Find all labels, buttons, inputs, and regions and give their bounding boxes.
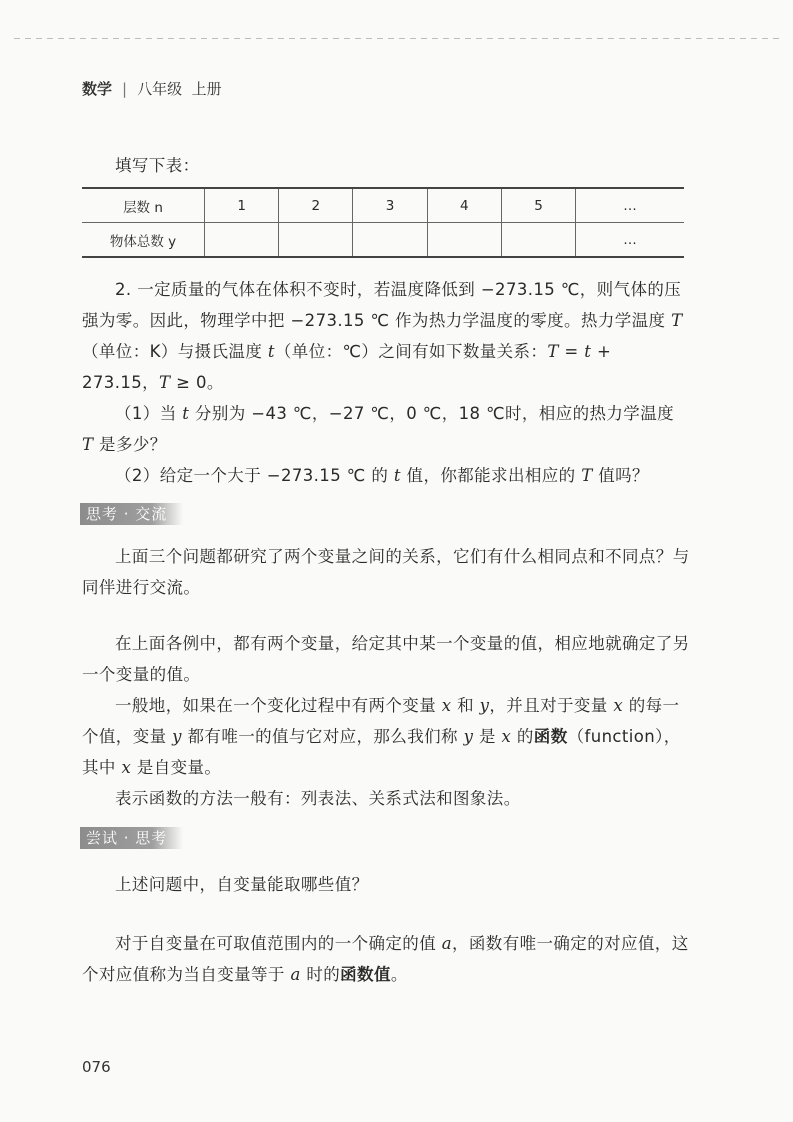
math-variable: T <box>671 311 683 330</box>
text-run: ，并且对于变量 <box>489 696 614 715</box>
problem-2-question-2 <box>82 460 690 491</box>
header-volume: 上册 <box>191 80 222 98</box>
fill-in-table <box>82 187 684 258</box>
math-variable: t <box>393 466 401 485</box>
math-variable: T <box>82 435 94 454</box>
text-run: （function），其中 <box>82 727 681 777</box>
math-variable: y <box>172 727 182 746</box>
math-variable: a <box>290 965 301 984</box>
math-variable: T <box>547 342 559 361</box>
representation-methods: 表示函数的方法一般有：列表法、关系式法和图象法。 <box>115 789 521 808</box>
page-number: 076 <box>82 1058 111 1076</box>
math-variable: y <box>463 727 474 746</box>
math-variable: x <box>613 696 624 715</box>
table-cell-empty <box>205 223 279 258</box>
text-run: 和 <box>451 696 480 715</box>
text-run: （单位：K）与摄氏温度 <box>82 342 268 361</box>
paragraph-two-variables: 在上面各例中，都有两个变量，给定其中某一个变量的值，相应地就确定了另一个变量的值。 <box>82 634 690 684</box>
text-run: 。 <box>390 965 408 984</box>
math-variable: t <box>584 342 592 361</box>
table-cell: 4 <box>427 188 501 223</box>
table-cell-empty <box>427 223 501 258</box>
scan-edge-line <box>14 38 784 39</box>
function-definition <box>82 690 690 783</box>
text-run: （2）给定一个大于 −273.15 ℃ 的 <box>115 466 394 485</box>
think-discuss-text: 上面三个问题都研究了两个变量之间的关系，它们有什么相同点和不同点？与同伴进行交流。 <box>82 547 690 597</box>
text-run: 对于自变量在可取值范围内的一个确定的值 <box>115 934 442 953</box>
text-run: 是 <box>473 727 502 746</box>
text-run: 的每一个值，变量 <box>82 696 680 746</box>
table-cell-empty <box>279 223 353 258</box>
running-header <box>82 78 222 99</box>
text-run: + 273.15， <box>82 342 612 392</box>
header-subject: 数学 <box>82 80 113 98</box>
text-run: ，函数有唯一确定的对应值，这个对应值称为当自变量等于 <box>82 934 689 984</box>
problem-2 <box>82 274 690 398</box>
text-run: 值，你都能求出相应的 <box>400 466 582 485</box>
function-value-definition <box>82 928 690 990</box>
math-variable: x <box>441 696 452 715</box>
math-variable: t <box>267 342 275 361</box>
text-run: 一般地，如果在一个变化过程中有两个变量 <box>115 696 442 715</box>
text-run: 都有唯一的值与它对应，那么我们称 <box>181 727 464 746</box>
keyword-function-value: 函数值 <box>340 965 391 984</box>
text-run: 是多少？ <box>93 435 167 454</box>
try-think-text: 上述问题中，自变量能取哪些值？ <box>115 875 369 894</box>
text-run: 时的 <box>300 965 341 984</box>
header-grade: 八年级 <box>137 80 183 98</box>
math-variable: T <box>159 373 171 392</box>
math-variable: a <box>441 934 452 953</box>
table-cell-empty <box>501 223 575 258</box>
table-row <box>82 223 684 258</box>
table-intro: 填写下表： <box>115 156 200 175</box>
keyword-function: 函数 <box>533 727 568 746</box>
header-separator: | <box>122 80 128 98</box>
text-run: 是自变量。 <box>131 758 222 777</box>
problem-2-question-1 <box>82 398 690 460</box>
text-run: （单位：℃）之间有如下数量关系： <box>274 342 548 361</box>
table-row <box>82 188 684 223</box>
row-label-objects: 物体总数 y <box>82 223 205 258</box>
text-run: = <box>558 342 585 361</box>
table-cell: … <box>576 188 684 223</box>
text-run: 值吗？ <box>592 466 649 485</box>
math-variable: y <box>479 696 490 715</box>
try-think-badge: 尝试 · 思考 <box>80 827 183 849</box>
think-discuss-badge: 思考 · 交流 <box>80 503 183 525</box>
text-run: 分别为 −43 ℃，−27 ℃，0 ℃，18 ℃时，相应的热力学温度 <box>189 404 675 423</box>
table-cell: 5 <box>501 188 575 223</box>
text-run: 的 <box>511 727 534 746</box>
math-variable: x <box>121 758 132 777</box>
table-cell-empty <box>353 223 427 258</box>
table-cell: 1 <box>205 188 279 223</box>
table-cell: 3 <box>353 188 427 223</box>
text-run: ≥ 0。 <box>170 373 224 392</box>
math-variable: T <box>581 466 593 485</box>
text-run: 2. 一定质量的气体在体积不变时，若温度降低到 −273.15 ℃，则气体的压强为零。因此，物理学中把 −273.15 ℃ 作为热力学温度的零度。热力学温度 <box>82 280 682 330</box>
table-cell: 2 <box>279 188 353 223</box>
row-label-layers: 层数 n <box>123 199 163 216</box>
table-cell: … <box>576 223 684 258</box>
math-variable: x <box>501 727 512 746</box>
text-run: （1）当 <box>115 404 183 423</box>
math-variable: t <box>182 404 190 423</box>
